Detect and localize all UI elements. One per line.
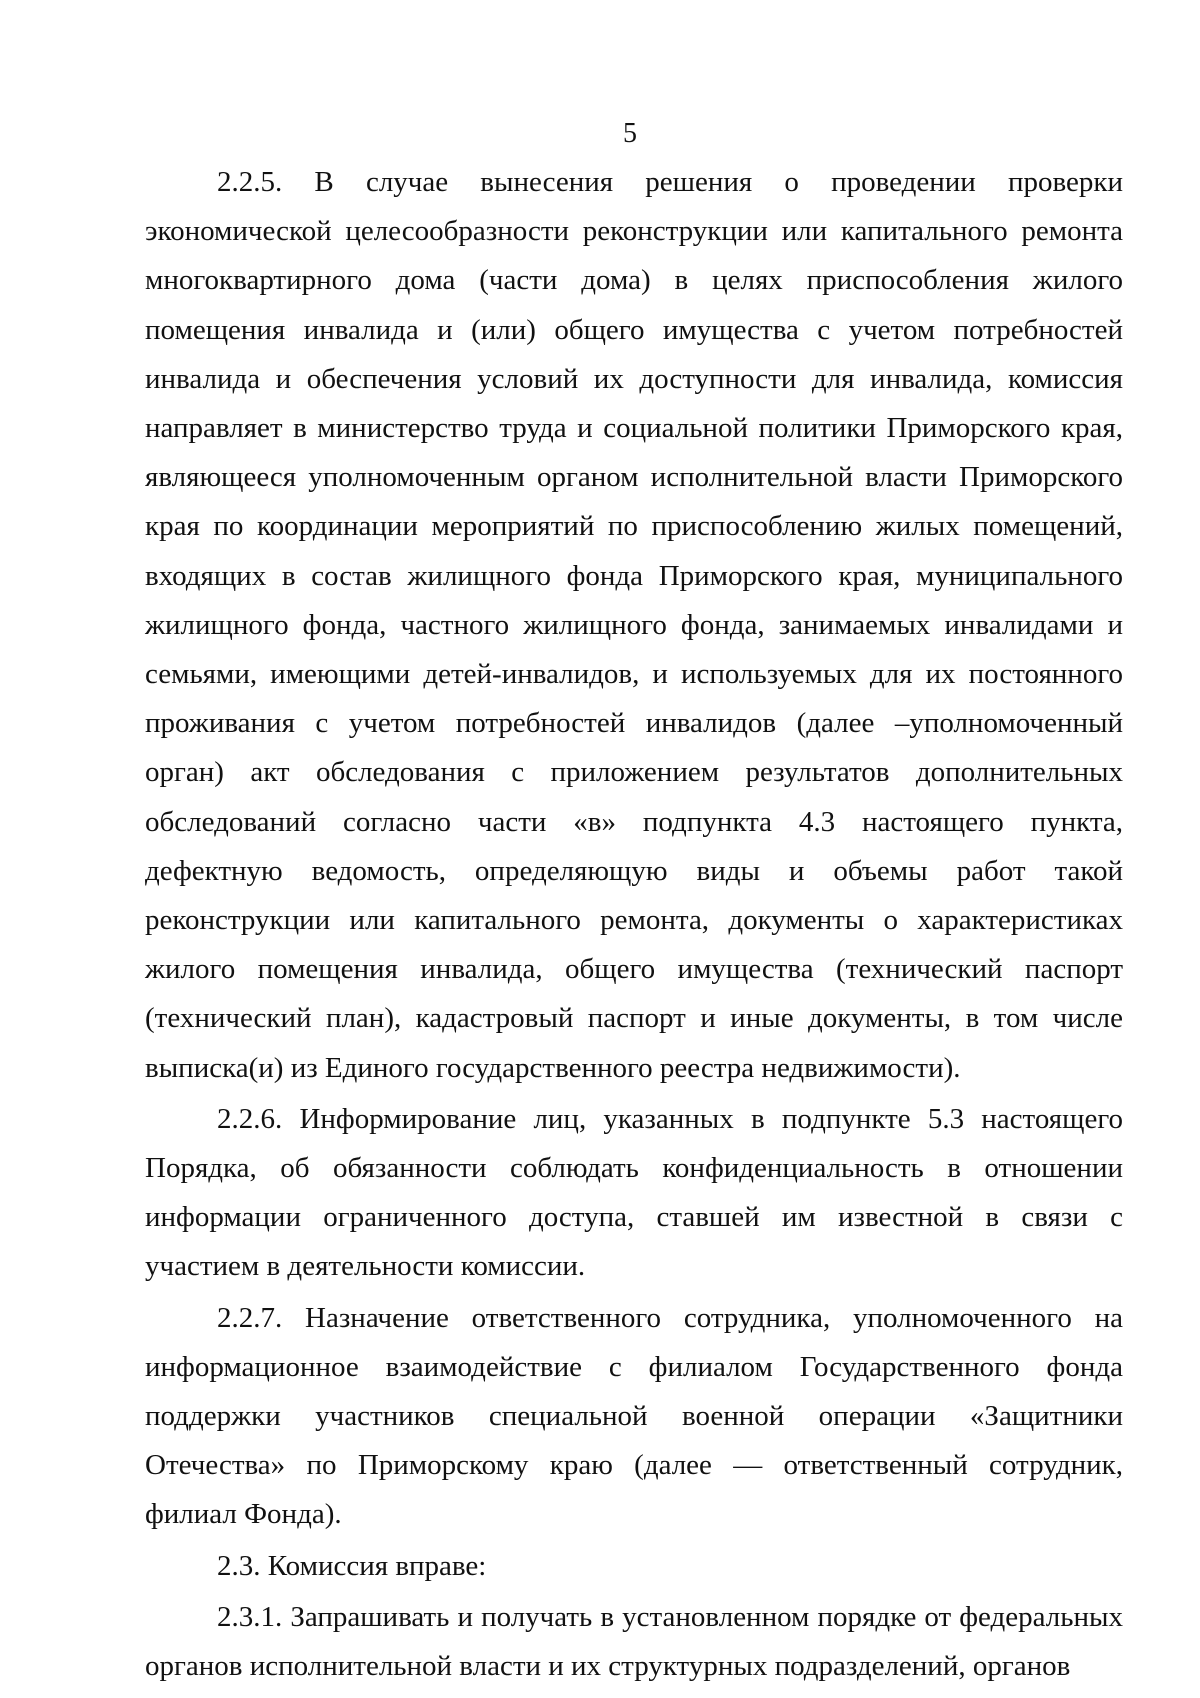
- paragraph-2-3: 2.3. Комиссия вправе:: [217, 1549, 487, 1582]
- paragraph-2-2-6: 2.2.6. Информирование лиц, указанных в подпункте 5.3 настоящего Порядка, об обязанности соблюдать конфиденциальность в отношении информации ограниченного доступа, ставшей им известной в связи с участием в деятельности комиссии.: [145, 1102, 1123, 1283]
- paragraph-2-3-1: 2.3.1. Запрашивать и получать в установленном порядке от федеральных органов исполнительной власти и их структурных подразделений, органов: [145, 1600, 1123, 1683]
- paragraph-2-2-7: 2.2.7. Назначение ответственного сотрудника, уполномоченного на информационное взаимодействие с филиалом Государственного фонда поддержки участников специальной военной операции «Защитники Отечества» по Приморскому краю (далее — ответственный сотрудник, филиал Фонда).: [145, 1301, 1123, 1531]
- page-number: 5: [623, 118, 637, 149]
- paragraph-2-2-5: 2.2.5. В случае вынесения решения о проведении проверки экономической целесообразности реконструкции или капитального ремонта многоквартирного дома (части дома) в целях приспособления жилого помещения инвалида и (или) общего имущества с учетом потребностей инвалида и обеспечения условий их доступности для инвалида, комиссия направляет в министерство труда и социальной политики Приморского края, являющееся уполномоченным органом исполнительной власти Приморского края по координации мероприятий по приспособлению жилых помещений, входящих в состав жилищного фонда Приморского края, муниципального жилищного фонда, частного жилищного фонда, занимаемых инвалидами и семьями, имеющими детей-инвалидов, и используемых для их постоянного проживания с учетом потребностей инвалидов (далее –уполномоченный орган) акт обследования с приложением результатов дополнительных обследований согласно части «в» подпункта 4.3 настоящего пункта, дефектную ведомость, определяющую виды и объемы работ такой реконструкции или капитального ремонта, документы о характеристиках жилого помещения инвалида, общего имущества (технический паспорт (технический план), кадастровый паспорт и иные документы, в том числе выписка(и) из Единого государственного реестра недвижимости).: [145, 166, 1123, 1084]
- document-body: [145, 158, 1123, 1691]
